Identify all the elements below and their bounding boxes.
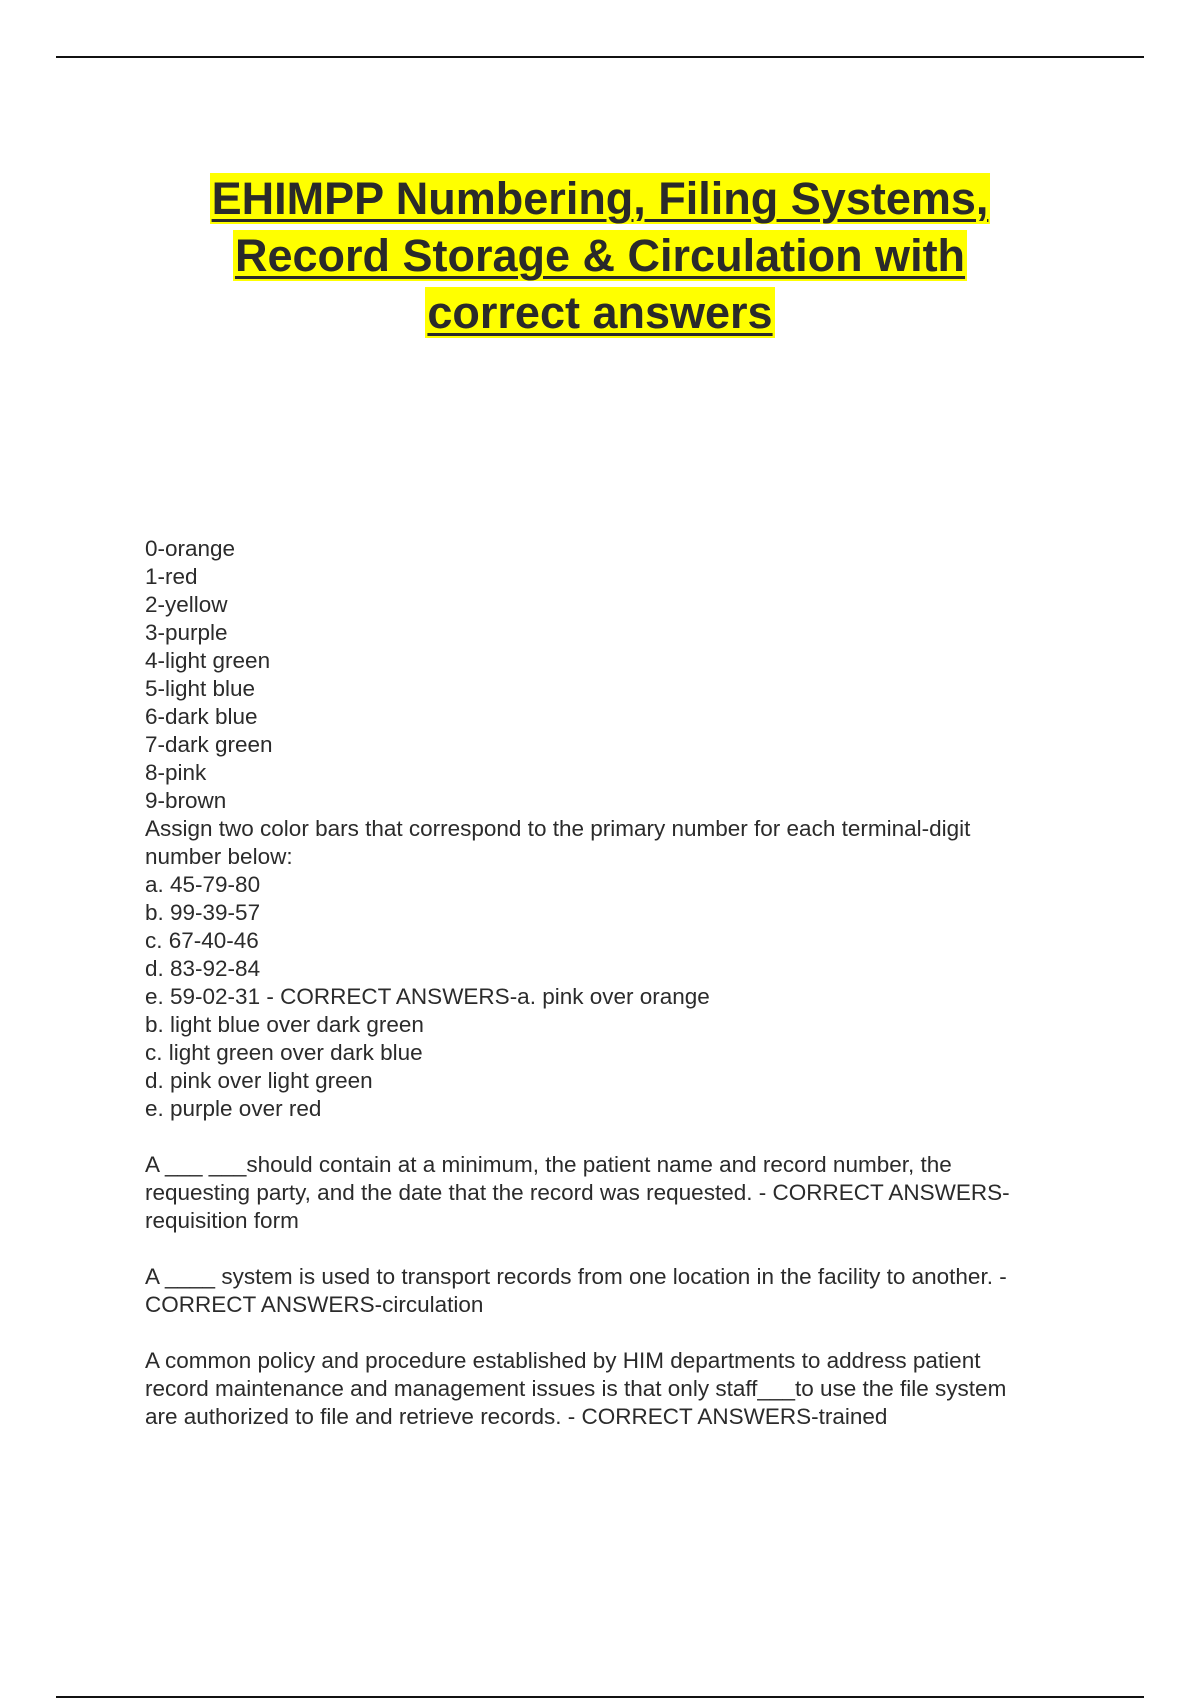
text-line: d. 83-92-84 — [145, 956, 261, 981]
document-body — [145, 535, 1085, 1431]
text-line: e. purple over red — [145, 1096, 322, 1121]
text-line: are authorized to file and retrieve records. - CORRECT ANSWERS-trained — [145, 1404, 888, 1429]
text-line: requesting party, and the date that the record was requested. - CORRECT ANSWERS- — [145, 1180, 1010, 1205]
text-line: 5-light blue — [145, 676, 256, 701]
question-block-requisition — [145, 1151, 1085, 1235]
text-line: 0-orange — [145, 536, 236, 561]
text-line: requisition form — [145, 1208, 299, 1233]
text-line: Assign two color bars that correspond to the primary number for each terminal-digit — [145, 816, 971, 841]
text-line: 4-light green — [145, 648, 271, 673]
text-line: A ____ system is used to transport records from one location in the facility to another. - — [145, 1264, 1007, 1289]
text-line: c. 67-40-46 — [145, 928, 259, 953]
text-line: 1-red — [145, 564, 198, 589]
text-line: b. light blue over dark green — [145, 1012, 424, 1037]
top-rule — [56, 56, 1144, 58]
text-line: 9-brown — [145, 788, 227, 813]
text-line: 6-dark blue — [145, 704, 258, 729]
document-title — [100, 170, 1100, 341]
text-line: 8-pink — [145, 760, 207, 785]
text-line: 7-dark green — [145, 732, 273, 757]
text-line: CORRECT ANSWERS-circulation — [145, 1292, 484, 1317]
question-block-circulation — [145, 1263, 1085, 1319]
title-line-3: correct answers — [427, 287, 773, 338]
text-line: c. light green over dark blue — [145, 1040, 423, 1065]
text-line: b. 99-39-57 — [145, 900, 261, 925]
text-line: d. pink over light green — [145, 1068, 373, 1093]
text-line: A ___ ___should contain at a minimum, the patient name and record number, the — [145, 1152, 952, 1177]
text-line: record maintenance and management issues is that only staff___to use the file system — [145, 1376, 1007, 1401]
title-line-2: Record Storage & Circulation with — [234, 230, 966, 281]
text-line: 2-yellow — [145, 592, 228, 617]
title-line-1: EHIMPP Numbering, Filing Systems, — [211, 173, 989, 224]
text-line: A common policy and procedure established by HIM departments to address patient — [145, 1348, 981, 1373]
text-line: 3-purple — [145, 620, 228, 645]
text-line: e. 59-02-31 - CORRECT ANSWERS-a. pink over orange — [145, 984, 710, 1009]
question-block-color-codes — [145, 535, 1085, 1123]
bottom-rule — [56, 1696, 1144, 1698]
text-line: number below: — [145, 844, 293, 869]
question-block-trained — [145, 1347, 1085, 1431]
text-line: a. 45-79-80 — [145, 872, 261, 897]
